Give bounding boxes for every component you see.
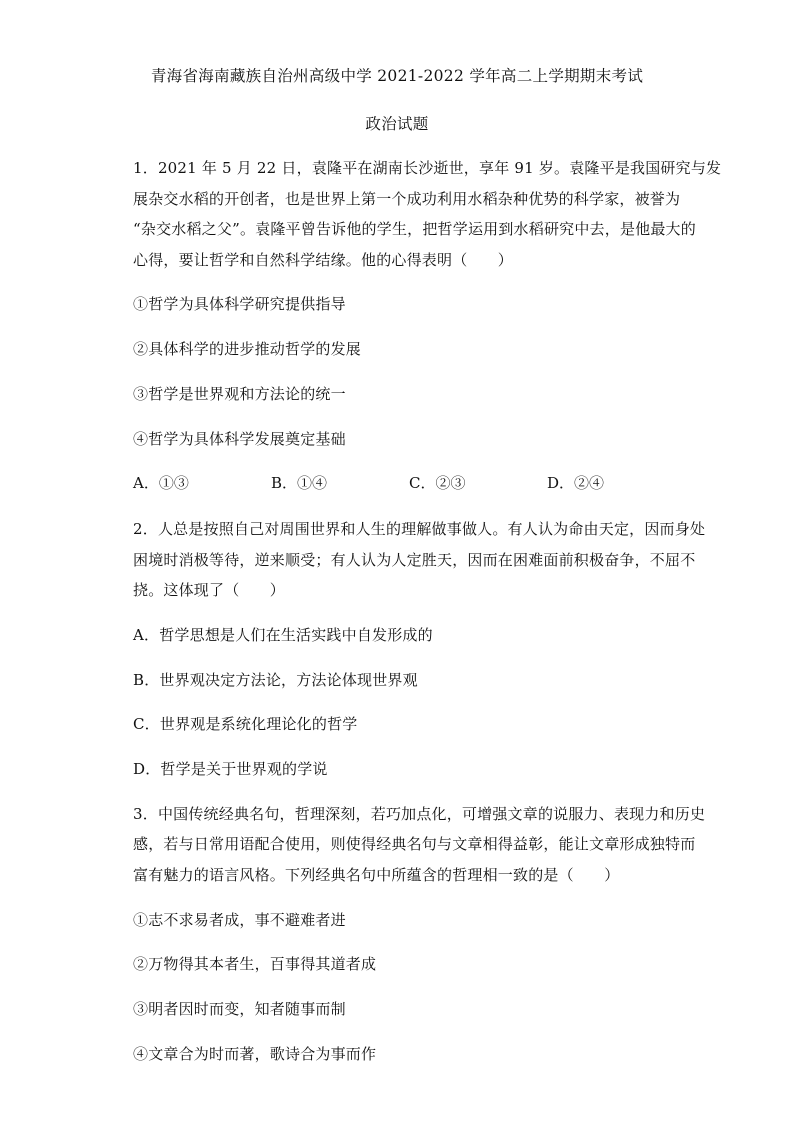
question-1-line: “杂交水稻之父”。袁隆平曾告诉他的学生，把哲学运用到水稻研究中去，是他最大的	[133, 220, 696, 238]
statement-item: ④文章合为时而著，歌诗合为事而作	[133, 1045, 377, 1063]
question-1-line: 1．2021 年 5 月 22 日，袁隆平在湖南长沙逝世，享年 91 岁。袁隆平是我国研究与发	[133, 159, 722, 177]
question-1-line: 展杂交水稻的开创者，也是世界上第一个成功利用水稻杂种优势的科学家，被誉为	[133, 190, 681, 208]
statement-item: ①哲学为具体科学研究提供指导	[133, 295, 346, 313]
option-a: A．哲学思想是人们在生活实践中自发形成的	[133, 626, 433, 644]
question-1-line: 心得，要让哲学和自然科学结缘。他的心得表明（ ）	[133, 251, 514, 269]
option-a: A．①③	[133, 474, 189, 492]
question-2-line: 困境时消极等待，逆来顺受；有人认为人定胜天，因而在困难面前积极奋争，不屈不	[133, 551, 696, 569]
statement-item: ③哲学是世界观和方法论的统一	[133, 385, 346, 403]
option-c: C．②③	[409, 474, 466, 492]
statement-item: ④哲学为具体科学发展奠定基础	[133, 430, 346, 448]
option-b: B．①④	[271, 474, 328, 492]
statement-item: ③明者因时而变，知者随事而制	[133, 1000, 346, 1018]
statement-item: ②具体科学的进步推动哲学的发展	[133, 340, 362, 358]
question-3-line: 感，若与日常用语配合使用，则使得经典名句与文章相得益彰，能让文章形成独特而	[133, 835, 696, 853]
option-c: C．世界观是系统化理论化的哲学	[133, 715, 358, 733]
question-3-line: 3．中国传统经典名句，哲理深刻，若巧加点化，可增强文章的说服力、表现力和历史	[133, 805, 706, 823]
option-d: D．②④	[547, 474, 605, 492]
question-3-line: 富有魅力的语言风格。下列经典名句中所蕴含的哲理相一致的是（ ）	[133, 866, 620, 884]
option-d: D．哲学是关于世界观的学说	[133, 760, 328, 778]
question-2-line: 挠。这体现了（ ）	[133, 581, 286, 599]
exam-title: 青海省海南藏族自治州高级中学 2021-2022 学年高二上学期期末考试	[150, 67, 644, 85]
statement-item: ①志不求易者成，事不避难者进	[133, 911, 346, 929]
statement-item: ②万物得其本者生，百事得其道者成	[133, 955, 377, 973]
exam-subtitle: 政治试题	[365, 115, 429, 133]
option-b: B．世界观决定方法论，方法论体现世界观	[133, 671, 418, 689]
question-2-line: 2．人总是按照自己对周围世界和人生的理解做事做人。有人认为命由天定，因而身处	[133, 520, 706, 538]
